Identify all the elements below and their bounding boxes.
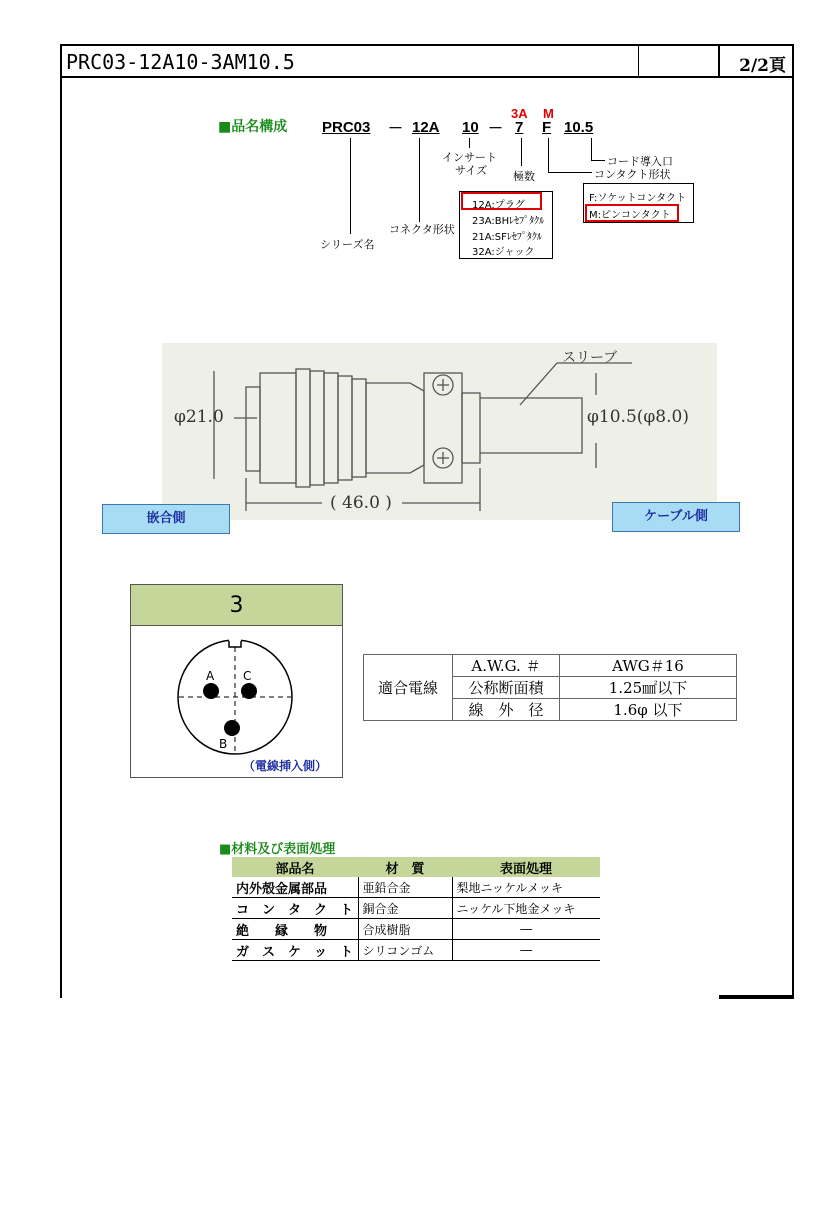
document-title: PRC03-12A10-3AM10.5: [66, 50, 295, 74]
red-override-contact: M: [543, 106, 554, 121]
label-contact-shape: コンタクト形状: [594, 169, 671, 181]
connector-outline: [162, 343, 717, 520]
part-material: 銅合金: [358, 898, 452, 919]
pin-c: [241, 683, 257, 699]
part-name: ガ ス ケ ッ ト: [232, 940, 358, 961]
selected-contact-highlight: [585, 204, 679, 222]
cable-side-label: ケーブル側: [612, 502, 740, 532]
frame-bottom-mark: [719, 995, 794, 999]
label-series-name: シリーズ名: [320, 239, 375, 251]
leader-contact-v: [548, 138, 549, 172]
sleeve-label: スリーブ: [562, 350, 618, 366]
diameter-left: φ21.0: [174, 407, 224, 427]
table-row: [232, 940, 600, 961]
header-material: 材 質: [358, 857, 452, 877]
pin-caption: （電線挿入側）: [243, 759, 328, 773]
part-name: 絶 縁 物: [232, 919, 358, 940]
pin-label-c: C: [243, 669, 252, 683]
leader-shape: [419, 138, 420, 222]
table-header-row: [232, 857, 600, 877]
wire-group-label: 適合電線: [364, 655, 453, 721]
label-insert-size-1: インサート: [442, 152, 497, 164]
pin-count: 3: [131, 585, 342, 626]
wire-value: 1.25㎟以下: [560, 677, 737, 699]
shape-option: 21A:SFﾚｾﾌﾟﾀｸﾙ: [472, 232, 542, 243]
pin-diagram-panel: [130, 584, 343, 778]
title-block-blank-cell: [638, 46, 720, 76]
contact-option: F:ソケットコンタクト: [589, 193, 686, 204]
table-row: [232, 919, 600, 940]
part-finish: 梨地ニッケルメッキ: [452, 877, 600, 898]
leader-insert: [469, 138, 470, 148]
table-row: [232, 898, 600, 919]
shape-option: 32A:ジャック: [472, 247, 535, 258]
leader-contact-h: [548, 172, 592, 173]
table-row: [364, 655, 737, 677]
materials-table: [232, 857, 600, 961]
part-finish: ―: [452, 919, 600, 940]
part-finish: ―: [452, 940, 600, 961]
pin-label-b: B: [219, 737, 228, 751]
label-poles: 極数: [513, 171, 535, 183]
naming-section-title: ■品名構成: [218, 119, 288, 135]
part-material: シリコンゴム: [358, 940, 452, 961]
shape-option: 23A:BHﾚｾﾌﾟﾀｸﾙ: [472, 216, 545, 227]
wire-item: 線 外 径: [453, 699, 560, 721]
pn-insert-size: 10: [462, 119, 479, 136]
materials-section-title: ■材料及び表面処理: [219, 842, 336, 857]
pin-label-a: A: [206, 669, 215, 683]
selected-shape-highlight: [461, 192, 542, 210]
pn-poles: 7: [515, 119, 524, 136]
red-override-poles: 3A: [511, 106, 528, 121]
pn-cord-entry: 10.5: [564, 119, 594, 136]
wire-spec-table: [363, 654, 737, 721]
pn-series: PRC03: [322, 119, 371, 136]
part-finish: ニッケル下地金メッキ: [452, 898, 600, 919]
pn-contact: F: [542, 119, 552, 136]
pin-b: [224, 720, 240, 736]
label-cord-entry: コード導入口: [607, 156, 673, 168]
title-block: [60, 44, 794, 78]
page-number: 2/2頁: [739, 56, 786, 76]
frame-right-border: [792, 78, 794, 998]
wire-item: 公称断面積: [453, 677, 560, 699]
contact-option: M:ピンコンタクト: [589, 210, 671, 221]
wire-item: A.W.G. ＃: [453, 655, 560, 677]
leader-cord-v: [591, 138, 592, 160]
pin-a: [203, 683, 219, 699]
diameter-right: φ10.5(φ8.0): [587, 407, 689, 427]
part-material: 亜鉛合金: [358, 877, 452, 898]
pn-dash-2: －: [488, 119, 504, 137]
part-name: コ ン タ ク ト: [232, 898, 358, 919]
part-name: 内外殻金属部品: [232, 877, 358, 898]
shape-option: 12A:プラグ: [472, 200, 525, 211]
mating-side-label: 嵌合側: [102, 504, 230, 534]
table-row: [232, 877, 600, 898]
wire-value: AWG＃16: [560, 655, 737, 677]
part-material: 合成樹脂: [358, 919, 452, 940]
pn-dash-1: －: [388, 119, 404, 137]
leader-poles: [521, 138, 522, 166]
leader-cord-h: [591, 160, 605, 161]
frame-left-border: [60, 78, 62, 998]
connector-drawing: [162, 343, 717, 520]
header-part: 部品名: [232, 857, 358, 877]
label-insert-size-2: サイズ: [455, 165, 488, 177]
header-finish: 表面処理: [452, 857, 600, 877]
leader-series: [350, 138, 351, 234]
pin-layout: [131, 625, 342, 777]
length-dimension: ( 46.0 ): [330, 493, 392, 513]
pn-shape: 12A: [412, 119, 440, 136]
label-connector-shape: コネクタ形状: [389, 224, 455, 236]
wire-value: 1.6φ 以下: [560, 699, 737, 721]
